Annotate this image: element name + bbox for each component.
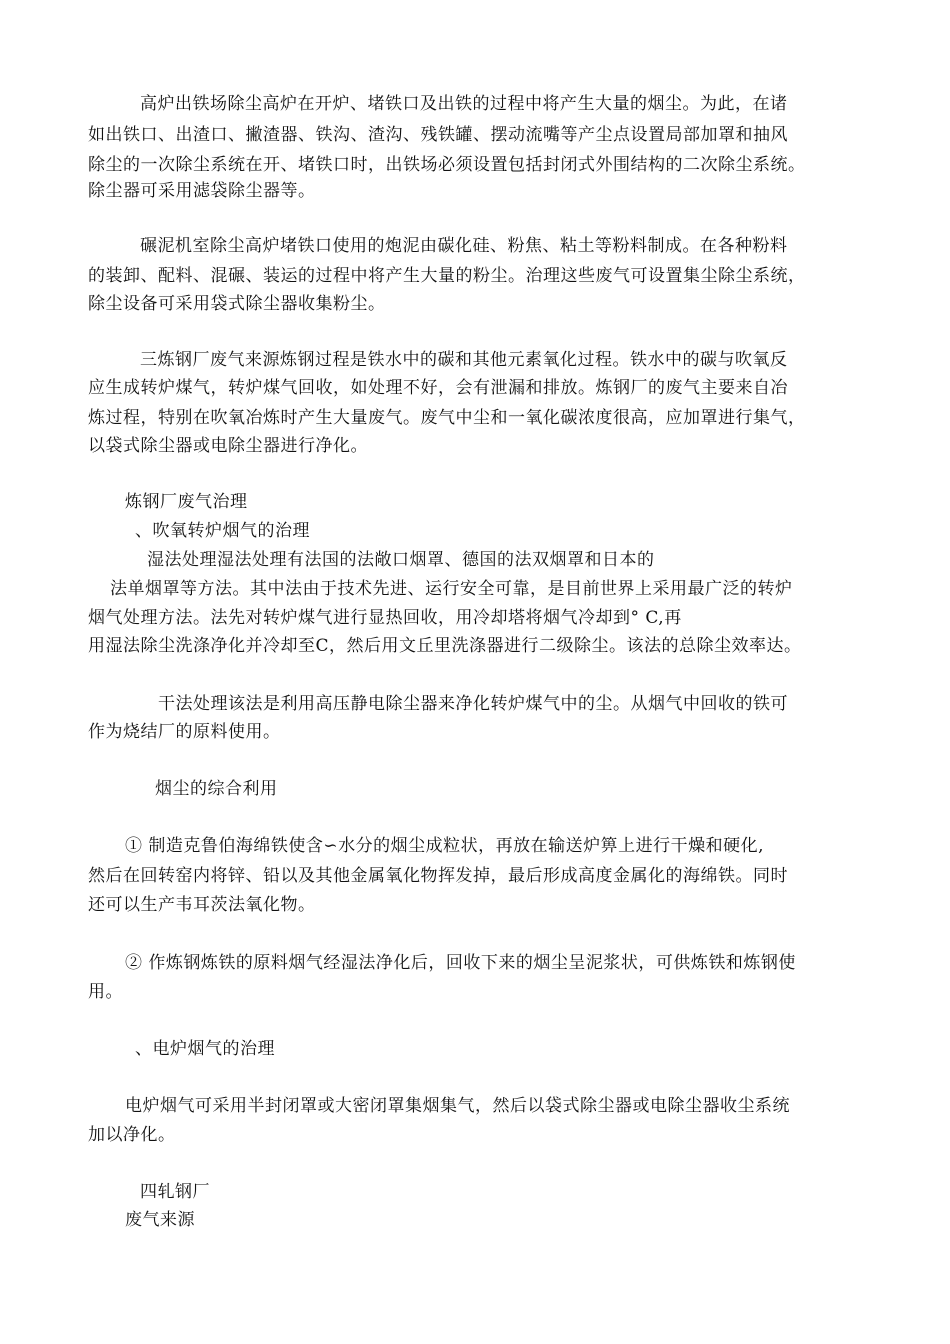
paragraph-blast-furnace-line-2: 如出铁口、出渣口、撇渣器、铁沟、渣沟、残铁罐、摆动流嘴等产尘点设置局部加罩和抽风 xyxy=(88,125,788,145)
paragraph-steel-plant-line-2: 应生成转炉煤气，转炉煤气回收，如处理不好，会有泄漏和排放。炼钢厂的废气主要来自冶 xyxy=(88,378,788,398)
paragraph-blast-furnace-line-3: 除尘的一次除尘系统在开、堵铁口时，出铁场必须设置包括封闭式外围结构的二次除尘系统。 xyxy=(88,155,806,175)
paragraph-dry-process-line-1: 干法处理该法是利用高压静电除尘器来净化转炉煤气中的尘。从烟气中回收的铁可 xyxy=(158,694,788,714)
paragraph-wet-process-line-1: 湿法处理湿法处理有法国的法敞口烟罩、德国的法双烟罩和日本的 xyxy=(147,550,655,570)
paragraph-sponge-iron-line-2: 然后在回转窑内将锌、铅以及其他金属氧化物挥发掉，最后形成高度金属化的海绵铁。同时 xyxy=(88,866,788,886)
paragraph-wet-process-line-4: 用湿法除尘洗涤净化并冷却至C，然后用文丘里洗涤器进行二级除尘。该法的总除尘效率达。 xyxy=(88,636,802,656)
paragraph-mud-mill-line-3: 除尘设备可采用袋式除尘器收集粉尘。 xyxy=(88,294,386,314)
paragraph-wet-process-line-3: 烟气处理方法。法先对转炉煤气进行显热回收，用冷却塔将烟气冷却到° C,再 xyxy=(88,608,682,628)
paragraph-blast-furnace-line-1: 高炉出铁场除尘高炉在开炉、堵铁口及出铁的过程中将产生大量的烟尘。为此，在诸 xyxy=(140,94,788,114)
heading-dust-utilization: 烟尘的综合利用 xyxy=(155,779,278,799)
paragraph-sponge-iron-line-3: 还可以生产韦耳茨法氧化物。 xyxy=(88,895,316,915)
heading-steel-plant-treatment: 炼钢厂废气治理 xyxy=(125,492,248,512)
paragraph-dry-process-line-2: 作为烧结厂的原料使用。 xyxy=(88,722,281,742)
paragraph-mud-mill-line-1: 碾泥机室除尘高炉堵铁口使用的炮泥由碳化硅、粉焦、粘土等粉料制成。在各种粉料 xyxy=(140,236,788,256)
paragraph-electric-furnace-line-1: 电炉烟气可采用半封闭罩或大密闭罩集烟集气，然后以袋式除尘器或电除尘器收尘系统 xyxy=(125,1096,790,1116)
heading-waste-gas-source: 废气来源 xyxy=(125,1210,195,1230)
paragraph-blast-furnace-line-4: 除尘器可采用滤袋除尘器等。 xyxy=(88,181,316,201)
paragraph-raw-material-line-1: ② 作炼钢炼铁的原料烟气经湿法净化后，回收下来的烟尘呈泥浆状，可供炼铁和炼钢使 xyxy=(125,953,796,973)
paragraph-raw-material-line-2: 用。 xyxy=(88,982,123,1002)
paragraph-steel-plant-line-1: 三炼钢厂废气来源炼钢过程是铁水中的碳和其他元素氧化过程。铁水中的碳与吹氧反 xyxy=(140,350,788,370)
heading-rolling-mill: 四轧钢厂 xyxy=(140,1182,210,1202)
paragraph-wet-process-line-2: 法单烟罩等方法。其中法由于技术先进、运行安全可靠，是目前世界上采用最广泛的转炉 xyxy=(110,579,793,599)
paragraph-steel-plant-line-4: 以袋式除尘器或电除尘器进行净化。 xyxy=(88,436,368,456)
heading-electric-furnace: 、电炉烟气的治理 xyxy=(135,1039,275,1059)
paragraph-sponge-iron-line-1: ① 制造克鲁伯海绵铁使含∽水分的烟尘成粒状，再放在输送炉箅上进行干燥和硬化, xyxy=(125,836,765,856)
paragraph-steel-plant-line-3: 炼过程，特别在吹氧冶炼时产生大量废气。废气中尘和一氧化碳浓度很高，应加罩进行集气， xyxy=(88,408,806,428)
paragraph-mud-mill-line-2: 的装卸、配料、混碾、装运的过程中将产生大量的粉尘。治理这些废气可设置集尘除尘系统， xyxy=(88,266,806,286)
heading-oxygen-converter: 、吹氧转炉烟气的治理 xyxy=(135,521,310,541)
paragraph-electric-furnace-line-2: 加以净化。 xyxy=(88,1125,176,1145)
